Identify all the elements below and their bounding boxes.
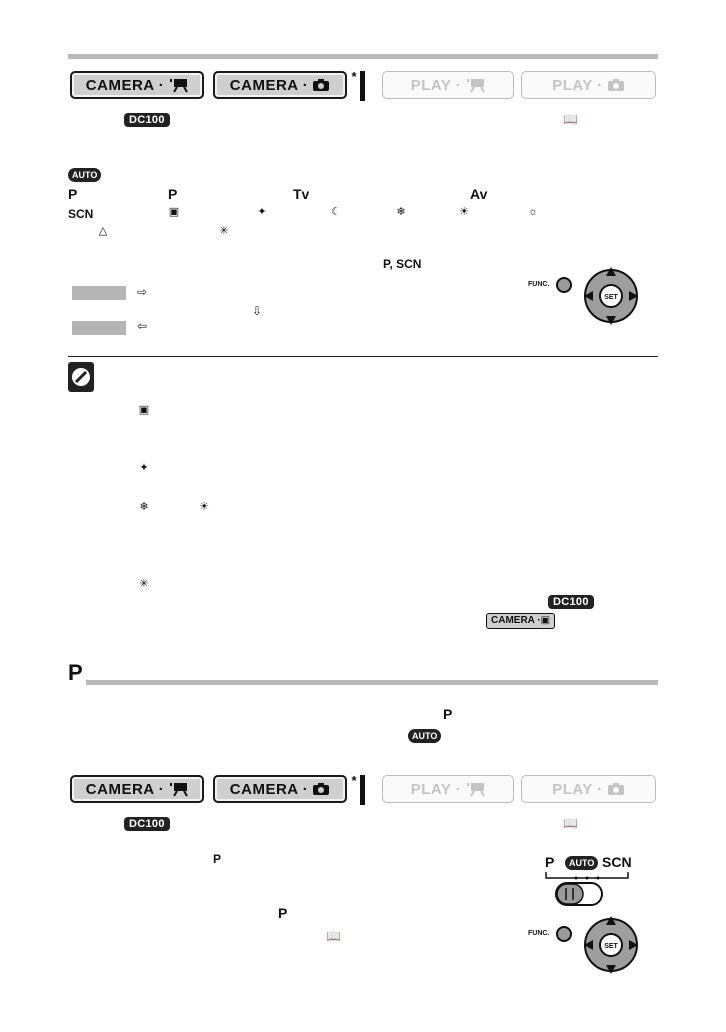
step-bar-2	[72, 321, 126, 335]
movie-camera-icon	[465, 781, 485, 797]
movie-camera-icon	[168, 77, 188, 93]
portrait-icon: ▣	[138, 404, 150, 416]
tab-play-photo[interactable]	[521, 71, 656, 99]
section-divider	[68, 356, 658, 357]
p-scn-label: P, SCN	[383, 257, 422, 271]
beach-icon: ☀	[199, 501, 209, 513]
mini-camera-label: CAMERA ·	[491, 615, 541, 626]
set-joystick[interactable]	[582, 264, 640, 328]
auto-badge: AUTO	[408, 729, 441, 743]
snow-icon: ❄	[396, 206, 406, 218]
tab-play-movie[interactable]	[382, 71, 514, 99]
sports-icon: ✦	[139, 462, 149, 474]
small-p-label: P	[213, 852, 222, 866]
footnote-star: *	[351, 69, 357, 84]
top-rule	[68, 54, 658, 59]
tab-camera-movie-label: CAMERA ·	[85, 780, 165, 798]
sports-icon: ✦	[257, 206, 267, 218]
mode-divider	[360, 71, 365, 101]
tab-play-movie-label: PLAY ·	[410, 76, 462, 94]
fireworks-icon: ✳	[219, 225, 229, 237]
func-label: FUNC.	[528, 281, 550, 288]
func-button[interactable]	[556, 926, 572, 942]
tab-camera-movie[interactable]	[70, 71, 204, 99]
tab-camera-movie[interactable]	[70, 775, 204, 803]
still-camera-icon	[607, 782, 625, 796]
model-badge: DC100	[548, 595, 594, 609]
func-label: FUNC.	[528, 930, 550, 937]
sunset-icon: ☼	[527, 206, 539, 218]
program-p-label-2: P	[168, 186, 178, 202]
auto-badge: AUTO	[68, 168, 101, 182]
tab-play-photo-label: PLAY ·	[552, 780, 603, 798]
tab-camera-photo-label: CAMERA ·	[229, 76, 309, 94]
still-camera-icon	[607, 78, 625, 92]
tab-camera-photo-label: CAMERA ·	[229, 780, 309, 798]
section-rule	[86, 680, 658, 685]
still-camera-icon	[312, 782, 330, 796]
switch-p-label: P	[545, 854, 555, 870]
set-label: SET	[604, 294, 618, 301]
snow-icon: ❄	[139, 501, 149, 513]
mode-switch[interactable]	[540, 870, 634, 910]
model-badge: DC100	[124, 817, 170, 831]
tab-play-photo[interactable]	[521, 775, 656, 803]
mode-bar-top	[70, 71, 656, 103]
tab-camera-photo[interactable]	[213, 69, 357, 99]
func-button[interactable]	[556, 277, 572, 293]
set-joystick[interactable]	[582, 913, 640, 977]
portrait-icon: ▣	[168, 206, 180, 218]
movie-camera-icon	[465, 77, 485, 93]
mode-divider	[360, 775, 365, 805]
reference-book-icon: 📖	[563, 112, 578, 126]
reference-book-icon: 📖	[326, 929, 341, 943]
reference-book-icon: 📖	[563, 816, 578, 830]
tab-camera-photo[interactable]	[213, 773, 357, 803]
night-icon: ☾	[331, 206, 341, 218]
model-badge: DC100	[124, 113, 170, 127]
switch-auto-label: AUTO	[565, 856, 598, 870]
arrow-down-icon: ⇩	[252, 304, 263, 318]
switch-scn-label: SCN	[602, 854, 632, 870]
set-label: SET	[604, 943, 618, 950]
arrow-right-icon: ⇨	[137, 285, 148, 299]
movie-camera-icon	[168, 781, 188, 797]
fireworks-icon: ✳	[139, 578, 149, 590]
beach-icon: ☀	[459, 206, 469, 218]
tab-play-movie[interactable]	[382, 775, 514, 803]
footnote-star: *	[351, 773, 357, 788]
tv-label: Tv	[293, 186, 310, 202]
inline-p-label: P	[443, 706, 453, 722]
program-p-label: P	[68, 186, 78, 202]
arrow-left-icon: ⇦	[137, 319, 148, 333]
scn-label: SCN	[68, 207, 94, 221]
tab-camera-movie-label: CAMERA ·	[85, 76, 165, 94]
notes-icon	[68, 362, 94, 392]
mini-camera-photo-tab: CAMERA ·▣	[486, 613, 555, 629]
spotlight-icon: △	[98, 225, 108, 237]
section-title: P	[68, 660, 83, 685]
av-label: Av	[470, 186, 488, 202]
tab-play-photo-label: PLAY ·	[552, 76, 603, 94]
tab-play-movie-label: PLAY ·	[410, 780, 462, 798]
step-bar-1	[72, 286, 126, 300]
still-camera-icon	[312, 78, 330, 92]
bold-p-label: P	[278, 905, 288, 921]
mode-bar-bottom	[70, 775, 656, 807]
